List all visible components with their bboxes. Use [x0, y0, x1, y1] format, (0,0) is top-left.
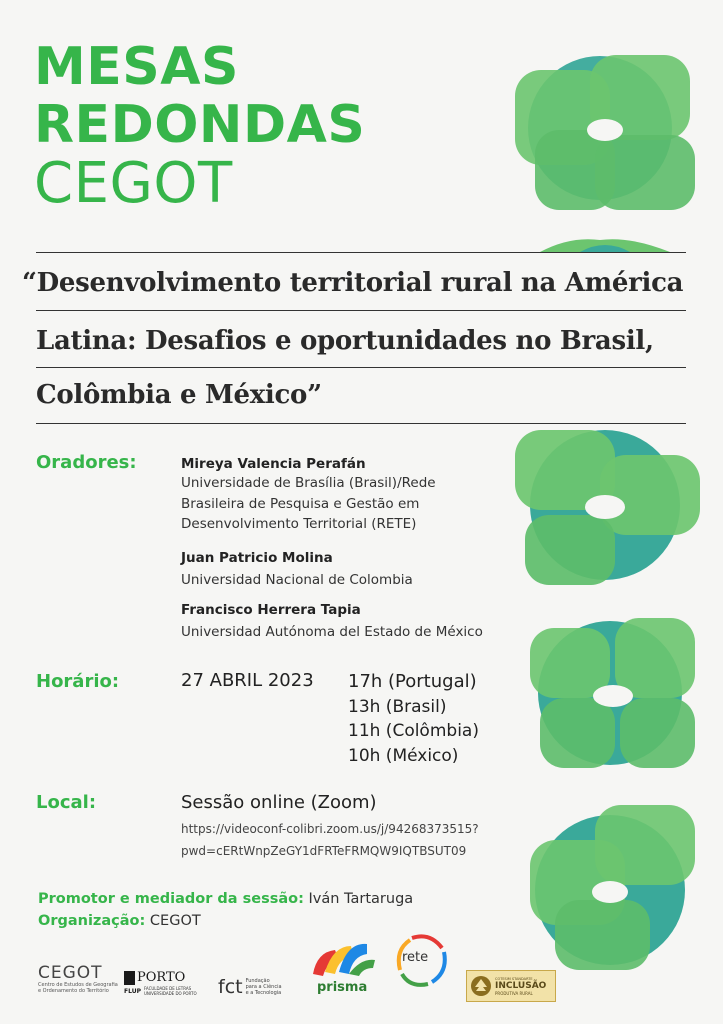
fct-sub-1: Fundação: [245, 978, 270, 984]
speaker-2-name: Juan Patricio Molina: [181, 550, 333, 566]
speaker-2-aff-line-1: Universidad Nacional de Colombia: [181, 572, 413, 588]
tree-seal-icon: [470, 975, 492, 997]
zoom-link-line-2[interactable]: pwd=cERtWnpZeGY1dFRTeFRMQW9IQTBSUT09: [181, 844, 467, 858]
speaker-1-aff-line-1: Universidade de Brasília (Brasil)/Rede: [181, 475, 436, 491]
prisma-logo: [305, 932, 380, 1002]
cegot-logo-sub-2: e Ordenamento do Território: [38, 988, 109, 994]
event-times: [348, 670, 479, 768]
decorative-motif-strip: [540, 236, 670, 252]
decorative-motif-3: [525, 608, 700, 773]
porto-text: PORTO: [137, 970, 186, 985]
speaker-1-aff-line-3: Desenvolvimento Territorial (RETE): [181, 516, 417, 532]
talk-title-line-2: Latina: Desafios e oportunidades no Brasil,: [36, 326, 654, 356]
inclusao-sub: PRODUTIVA RURAL: [495, 990, 533, 996]
fct-logo: [218, 976, 298, 998]
rete-text: rete: [402, 950, 429, 965]
organization-label: Organização:: [38, 913, 146, 929]
speaker-3-name: Francisco Herrera Tapia: [181, 602, 361, 618]
schedule-label: Horário:: [36, 671, 120, 692]
fct-sub-3: e a Tecnologia: [245, 990, 282, 996]
decorative-motif-2: [505, 425, 705, 590]
uporto-mark-icon: [124, 971, 135, 985]
talk-title-line-1: “Desenvolvimento territorial rural na América: [22, 268, 684, 298]
event-date: 27 ABRIL 2023: [181, 670, 314, 691]
speaker-1-affiliation: [181, 473, 501, 535]
organization-line: [38, 913, 201, 929]
title-redondas: REDONDAS: [34, 95, 366, 155]
time-mexico: 10h (México): [348, 745, 459, 766]
fct-text: fct: [218, 976, 243, 998]
speaker-3-affiliation: [181, 622, 526, 643]
rule-2: [36, 310, 686, 311]
prisma-text: prisma: [317, 980, 368, 995]
time-colombia: 11h (Colômbia): [348, 721, 479, 741]
title-mesas: MESAS: [34, 37, 239, 97]
time-brasil: 13h (Brasil): [348, 696, 447, 717]
fct-sub-2: para a Ciência: [245, 984, 282, 990]
organization-value: CEGOT: [145, 913, 201, 929]
promoter-label: Promotor e mediador da sessão:: [38, 891, 304, 907]
talk-title-line-3: Colômbia e México”: [36, 380, 322, 410]
flup-sub-1: FACULDADE DE LETRAS: [143, 986, 192, 991]
cegot-logo: [38, 964, 118, 994]
decorative-motif-4: [515, 800, 705, 975]
flup-text: FLUP: [124, 987, 141, 995]
rule-1: [36, 252, 686, 253]
speaker-2-affiliation: [181, 570, 501, 591]
inclusao-logo: [466, 970, 556, 1002]
title-cegot: CEGOT: [34, 151, 233, 216]
prisma-hands-icon: [305, 932, 380, 982]
inclusao-top: COTESIM STANDARTE: [495, 976, 533, 981]
speaker-3-aff-line-1: Universidad Autónoma del Estado de México: [181, 624, 483, 640]
speaker-1-aff-line-2: Brasileira de Pesquisa e Gestão em: [181, 495, 420, 512]
speaker-1-name: Mireya Valencia Perafán: [181, 456, 366, 472]
inclusao-main: INCLUSÃO: [495, 980, 547, 991]
decorative-motif-1: [505, 40, 705, 220]
promoter-value: Iván Tartaruga: [303, 891, 414, 907]
time-portugal: 17h (Portugal): [348, 671, 477, 692]
event-series-title: [34, 38, 365, 214]
cegot-logo-text: CEGOT: [38, 963, 103, 983]
flup-sub-2: UNIVERSIDADE DO PORTO: [143, 991, 197, 996]
rule-4: [36, 423, 686, 424]
rete-logo: [390, 930, 450, 1000]
location-label: Local:: [36, 792, 97, 813]
cegot-logo-sub-1: Centro de Estudos de Geografia: [38, 982, 118, 988]
flup-logo: [124, 970, 206, 996]
promoter-line: [38, 891, 413, 907]
speakers-label: Oradores:: [36, 452, 137, 473]
location-value: Sessão online (Zoom): [181, 792, 377, 813]
zoom-link-line-1[interactable]: https://videoconf-colibri.zoom.us/j/94268373515?: [181, 822, 479, 836]
rule-3: [36, 367, 686, 368]
